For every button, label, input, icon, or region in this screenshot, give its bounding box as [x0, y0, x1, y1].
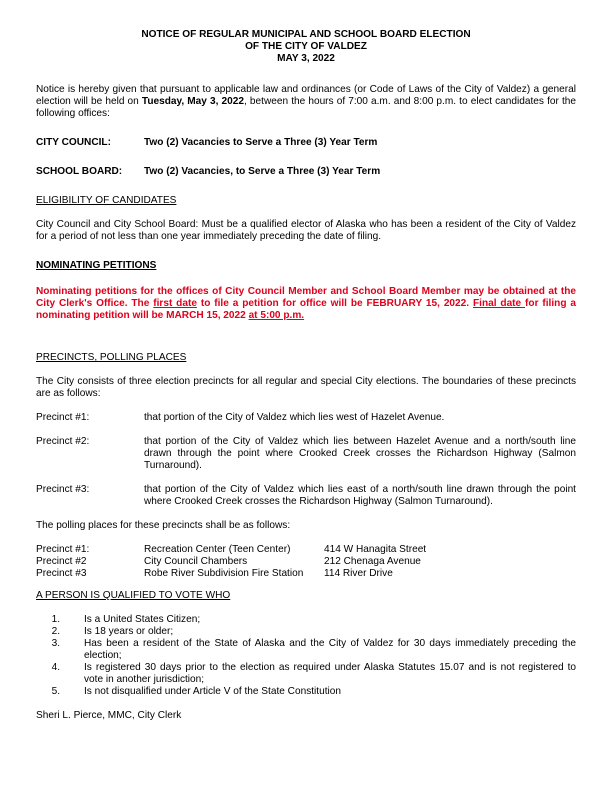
table-row — [36, 544, 426, 556]
table-row — [36, 556, 426, 568]
list-item — [36, 638, 576, 662]
polling-precinct: Precinct #3 — [36, 568, 87, 579]
precinct-label: Precinct #2: — [36, 436, 90, 447]
list-text: Has been a resident of the State of Alaska and the City of Valdez for 30 days immediately preceding the election; — [84, 638, 576, 661]
office-text: Two (2) Vacancies, to Serve a Three (3) Year Term — [144, 166, 381, 177]
polling-places-table — [36, 544, 426, 580]
precinct-text: that portion of the City of Valdez which lies east of a north/south line drawn through the point where Crooked Creek crosses the Richardson Highway (Salmon Turnaround). — [144, 484, 576, 507]
polling-address: 212 Chenaga Avenue — [324, 556, 421, 567]
list-item — [36, 614, 576, 626]
nominating-part-3: for filing a nominating petition will be MARCH 15, 2022 — [36, 298, 576, 321]
nominating-part-2: to file a petition for office will be FEBRUARY 15, 2022. — [196, 298, 473, 309]
polling-place: Recreation Center (Teen Center) — [144, 544, 291, 555]
list-text: Is 18 years or older; — [84, 626, 174, 637]
precinct-boundary-3 — [36, 484, 576, 508]
precincts-heading: PRECINCTS, POLLING PLACES — [36, 352, 187, 363]
precinct-label: Precinct #3: — [36, 484, 90, 495]
office-label: SCHOOL BOARD: — [36, 166, 123, 177]
polling-intro: The polling places for these precincts shall be as follows: — [36, 520, 291, 531]
first-date-label: first date — [153, 298, 197, 309]
polling-place: City Council Chambers — [144, 556, 248, 567]
notice-title — [36, 29, 576, 65]
office-text: Two (2) Vacancies to Serve a Three (3) Year Term — [144, 137, 378, 148]
eligibility-heading: ELIGIBILITY OF CANDIDATES — [36, 195, 177, 206]
election-date: Tuesday, May 3, 2022 — [141, 96, 245, 107]
list-number: 5. — [51, 686, 60, 697]
list-item — [36, 686, 576, 698]
clerk-signature: Sheri L. Pierce, MMC, City Clerk — [36, 710, 182, 721]
eligibility-text: City Council and City School Board: Must be a qualified elector of Alaska who has been a resident of the City of Valdez for a period of not less than one year immediately preceding the date of filing. — [36, 219, 576, 242]
polling-address: 114 River Drive — [324, 568, 393, 579]
qualified-list — [36, 614, 576, 698]
precinct-text: that portion of the City of Valdez which lies between Hazelet Avenue and a north/south line drawn through the point where Crooked Creek crosses the Richardson Highway (Salmon Turnaround). — [144, 436, 576, 471]
precinct-boundary-1 — [36, 412, 576, 424]
list-number: 4. — [51, 662, 60, 673]
list-text: Is a United States Citizen; — [84, 614, 201, 625]
intro-part-1: Notice is hereby given that pursuant to applicable law and ordinances (or Code of Laws of the City of Valdez) a general election will be held on — [36, 84, 576, 107]
title-line-1: NOTICE OF REGULAR MUNICIPAL AND SCHOOL BOARD ELECTION — [141, 29, 471, 40]
polling-precinct: Precinct #2 — [36, 556, 87, 567]
table-row — [36, 568, 426, 580]
precinct-label: Precinct #1: — [36, 412, 90, 423]
precinct-boundary-2 — [36, 436, 576, 472]
qualified-heading: A PERSON IS QUALIFIED TO VOTE WHO — [36, 590, 231, 601]
list-number: 2. — [51, 626, 60, 637]
precincts-intro: The City consists of three election precincts for all regular and special City elections. The boundaries of these precincts are as follows: — [36, 376, 576, 399]
office-school-board — [36, 166, 576, 178]
list-text: Is not disqualified under Article V of the State Constitution — [84, 686, 341, 697]
nominating-heading: NOMINATING PETITIONS — [36, 260, 157, 271]
list-number: 1. — [51, 614, 60, 625]
list-number: 3. — [51, 638, 60, 649]
list-text: Is registered 30 days prior to the election as required under Alaska Statutes 15.07 and is not registered to vote in another jurisdiction; — [84, 662, 576, 685]
nominating-text — [36, 286, 576, 322]
office-label: CITY COUNCIL: — [36, 137, 111, 148]
intro-paragraph — [36, 84, 576, 120]
nominating-part-1: Nominating petitions for the offices of City Council Member and School Board Member may be obtained at the City Clerk's Office. The — [36, 286, 576, 309]
polling-place: Robe River Subdivision Fire Station — [144, 568, 304, 579]
list-item — [36, 662, 576, 686]
polling-address: 414 W Hanagita Street — [324, 544, 427, 555]
final-date-label: Final date — [472, 298, 526, 309]
deadline-time: at 5:00 p.m. — [248, 310, 305, 321]
list-item — [36, 626, 576, 638]
title-line-2: OF THE CITY OF VALDEZ — [245, 41, 367, 52]
office-city-council — [36, 137, 576, 149]
intro-part-2: , between the hours of 7:00 a.m. and 8:00 p.m. to elect candidates for the following offices: — [36, 96, 576, 119]
notice-page — [36, 29, 576, 722]
title-line-3: MAY 3, 2022 — [277, 53, 335, 64]
polling-precinct: Precinct #1: — [36, 544, 90, 555]
precinct-text: that portion of the City of Valdez which lies west of Hazelet Avenue. — [144, 412, 445, 423]
